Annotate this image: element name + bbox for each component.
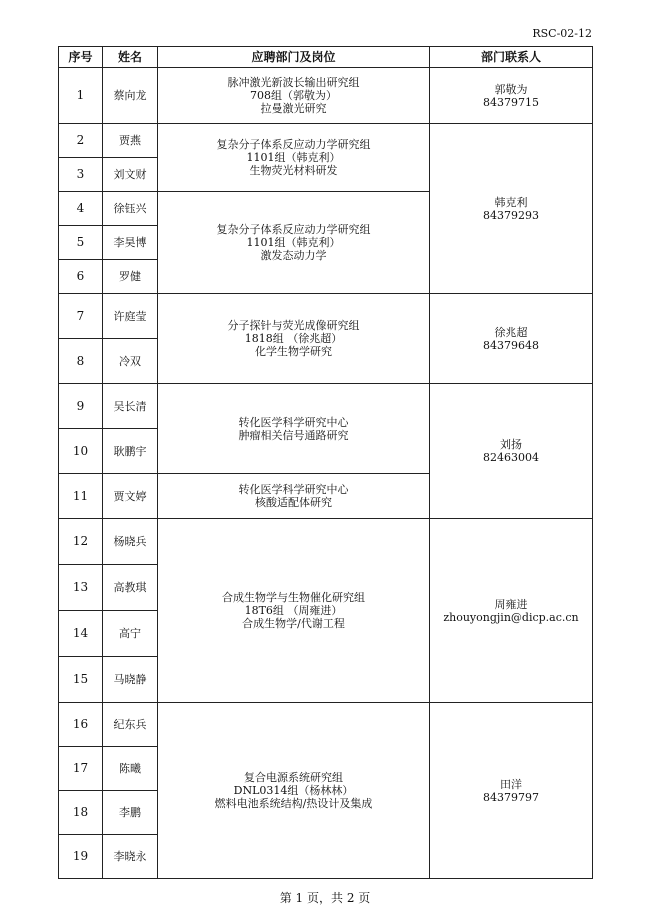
row-name: 蔡向龙: [103, 68, 158, 124]
header-contact: 部门联系人: [430, 47, 593, 68]
row-name: 高教琪: [103, 565, 158, 611]
row-name: 耿鹏宇: [103, 429, 158, 474]
row-no: 5: [59, 226, 103, 260]
row-no: 12: [59, 519, 103, 565]
dept-cell: 脉冲激光新波长输出研究组 708组（郭敬为） 拉曼激光研究: [158, 68, 430, 124]
row-name: 罗健: [103, 260, 158, 294]
row-no: 3: [59, 158, 103, 192]
dept-cell: 复杂分子体系反应动力学研究组 1101组（韩克利） 生物荧光材料研发: [158, 124, 430, 192]
row-no: 11: [59, 474, 103, 519]
row-no: 7: [59, 294, 103, 339]
contact-cell: 刘扬 82463004: [430, 384, 593, 519]
row-name: 纪东兵: [103, 703, 158, 747]
row-name: 李晓永: [103, 835, 158, 879]
applicant-table: [58, 46, 593, 879]
dept-cell: 复杂分子体系反应动力学研究组 1101组（韩克利） 激发态动力学: [158, 192, 430, 294]
row-no: 18: [59, 791, 103, 835]
row-no: 8: [59, 339, 103, 384]
table-row: [59, 124, 593, 158]
contact-cell: 韩克利 84379293: [430, 124, 593, 294]
header-row: [59, 47, 593, 68]
table-row: [59, 68, 593, 124]
row-name: 陈曦: [103, 747, 158, 791]
dept-cell: 复合电源系统研究组 DNL0314组（杨林林） 燃料电池系统结构/热设计及集成: [158, 703, 430, 879]
row-no: 4: [59, 192, 103, 226]
table-row: [59, 294, 593, 339]
row-no: 14: [59, 611, 103, 657]
row-name: 徐钰兴: [103, 192, 158, 226]
row-name: 许庭莹: [103, 294, 158, 339]
row-no: 15: [59, 657, 103, 703]
row-name: 杨晓兵: [103, 519, 158, 565]
table-row: [59, 519, 593, 565]
table-row: [59, 384, 593, 429]
row-name: 贾燕: [103, 124, 158, 158]
row-name: 贾文婷: [103, 474, 158, 519]
contact-cell: 郭敬为 84379715: [430, 68, 593, 124]
row-no: 19: [59, 835, 103, 879]
row-name: 马晓静: [103, 657, 158, 703]
row-name: 李鹏: [103, 791, 158, 835]
table-row: [59, 703, 593, 747]
row-name: 刘文财: [103, 158, 158, 192]
row-name: 李昊博: [103, 226, 158, 260]
contact-cell: 徐兆超 84379648: [430, 294, 593, 384]
row-no: 6: [59, 260, 103, 294]
dept-cell: 分子探针与荧光成像研究组 1818组 （徐兆超） 化学生物学研究: [158, 294, 430, 384]
row-no: 9: [59, 384, 103, 429]
dept-cell: 转化医学科学研究中心 肿瘤相关信号通路研究: [158, 384, 430, 474]
dept-cell: 合成生物学与生物催化研究组 18T6组 （周雍进） 合成生物学/代谢工程: [158, 519, 430, 703]
row-no: 17: [59, 747, 103, 791]
document-code: RSC-02-12: [532, 27, 592, 40]
row-name: 高宁: [103, 611, 158, 657]
row-no: 16: [59, 703, 103, 747]
contact-cell: 周雍进 zhouyongjin@dicp.ac.cn: [430, 519, 593, 703]
row-no: 2: [59, 124, 103, 158]
row-no: 1: [59, 68, 103, 124]
contact-cell: 田洋 84379797: [430, 703, 593, 879]
header-no: 序号: [59, 47, 103, 68]
dept-cell: 转化医学科学研究中心 核酸适配体研究: [158, 474, 430, 519]
header-dept: 应聘部门及岗位: [158, 47, 430, 68]
row-no: 13: [59, 565, 103, 611]
row-name: 吴长清: [103, 384, 158, 429]
row-no: 10: [59, 429, 103, 474]
header-name: 姓名: [103, 47, 158, 68]
page-footer: 第 1 页，共 2 页: [279, 891, 371, 905]
row-name: 冷双: [103, 339, 158, 384]
